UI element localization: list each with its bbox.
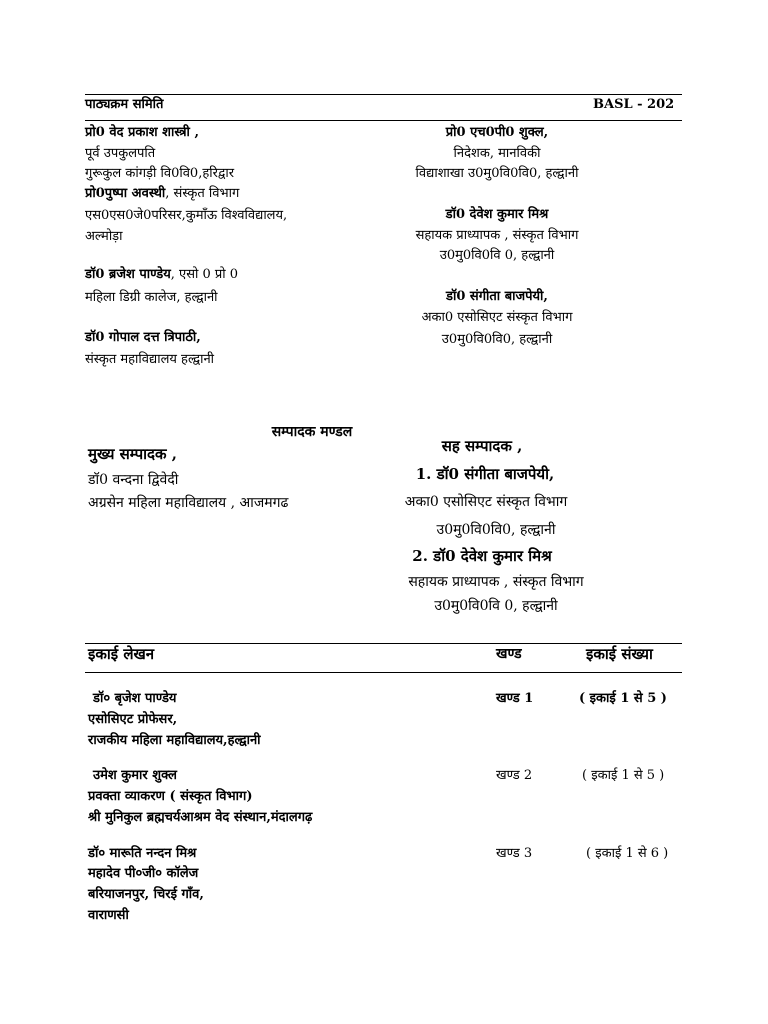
units-header-rule xyxy=(85,672,682,673)
row-author-city: वाराणसी xyxy=(88,908,129,923)
row-author-affiliation: राजकीय महिला महाविद्यालय,हल्द्वानी xyxy=(88,733,261,748)
member-affiliation: उ0मु0वि0वि0, हल्द्वानी xyxy=(441,332,553,347)
member-brajesh-pandey-line xyxy=(85,268,238,281)
member-sangeeta-bajpai: डॉ0 संगीता बाजपेयी, xyxy=(446,289,548,304)
member-role: सहायक प्राध्यापक , संस्कृत विभाग xyxy=(415,228,579,243)
row-khand: खण्ड 2 xyxy=(496,768,533,783)
chief-editor-affiliation: अग्रसेन महिला महाविद्यालय , आजमगढ xyxy=(88,495,289,511)
member-ved-prakash-shastri: प्रो0 वेद प्रकाश शास्त्री , xyxy=(85,125,199,140)
row-author-designation: एसोसिएट प्रोफेसर, xyxy=(88,712,178,727)
member-role: पूर्व उपकुलपति xyxy=(85,146,156,161)
member-affiliation: एस0एस0जे0परिसर,कुमाँऊ विश्वविद्यालय, xyxy=(85,208,288,223)
row-author-designation: प्रवक्ता व्याकरण ( संस्कृत विभाग) xyxy=(88,789,253,804)
co-editor-2-role: सहायक प्राध्यापक , संस्कृत विभाग xyxy=(408,574,584,590)
co-editor-1-name: 1. डॉ0 संगीता बाजपेयी, xyxy=(415,465,555,483)
chief-editor-name: डॉ0 वन्दना द्विवेदी xyxy=(88,472,179,488)
chief-editor-label: मुख्य सम्पादक , xyxy=(88,445,177,463)
co-editor-2-name: 2. डॉ0 देवेश कुमार मिश्र xyxy=(412,547,552,565)
member-department: , संस्कृत विभाग xyxy=(165,186,240,201)
row-khand: खण्ड 3 xyxy=(496,846,533,861)
row-unit-range: ( इकाई 1 से 5 ) xyxy=(582,768,665,783)
member-gopal-dutt-tripathi: डॉ0 गोपाल दत्त त्रिपाठी, xyxy=(85,330,201,345)
co-editor-label: सह सम्पादक , xyxy=(441,437,523,455)
member-brajesh-pandey: डॉ0 ब्रजेश पाण्डेय xyxy=(85,267,171,282)
member-affiliation: उ0मु0वि0वि 0, हल्द्वानी xyxy=(439,248,555,263)
member-affiliation: विद्याशाखा उ0मु0वि0वि0, हल्द्वानी xyxy=(415,166,579,181)
top-rule xyxy=(85,94,682,95)
committee-heading: पाठ्यक्रम समिति xyxy=(85,97,164,112)
member-affiliation: गुरूकुल कांगड़ी वि0वि0,हरिद्वार xyxy=(85,166,235,181)
member-devesh-kumar-mishra: डॉ0 देवेश कुमार मिश्र xyxy=(445,207,549,222)
member-pushpa-awasthi: प्रो0पुष्पा अवस्थी xyxy=(85,186,166,201)
header-rule xyxy=(85,120,682,121)
editorial-heading: सम्पादक मण्डल xyxy=(271,424,353,440)
course-code: BASL - 202 xyxy=(593,97,675,112)
row-author-affiliation: श्री मुनिकुल ब्रह्मचर्यआश्रम वेद संस्थान,मंदालगढ़ xyxy=(88,810,313,825)
member-affiliation: संस्कृत महाविद्यालय हल्द्वानी xyxy=(85,352,215,367)
row-author-name: डॉ० मारूति नन्दन मिश्र xyxy=(88,846,197,861)
row-author-name: डॉ० बृजेश पाण्डेय xyxy=(93,691,177,706)
units-header-writer: इकाई लेखन xyxy=(88,645,155,663)
member-city: अल्मोड़ा xyxy=(85,229,123,244)
row-author-name: उमेश कुमार शुक्ल xyxy=(93,768,177,783)
row-author-institution: महादेव पी०जी० कॉलेज xyxy=(88,866,199,881)
member-role: अका0 एसोसिएट संस्कृत विभाग xyxy=(421,310,573,325)
units-top-rule xyxy=(85,643,682,644)
co-editor-2-affiliation: उ0मु0वि0वि 0, हल्द्वानी xyxy=(434,598,558,614)
member-designation: , एसो 0 प्रो 0 xyxy=(170,267,239,282)
row-unit-range: ( इकाई 1 से 6 ) xyxy=(586,846,669,861)
units-header-khand: खण्ड xyxy=(496,646,522,662)
member-pushpa-awasthi-line xyxy=(85,187,239,200)
co-editor-1-affiliation: उ0मु0वि0वि0, हल्द्वानी xyxy=(436,522,556,538)
row-author-address: बरियाजनपुर, चिरई गाँव, xyxy=(88,887,204,902)
member-affiliation: महिला डिग्री कालेज, हल्द्वानी xyxy=(85,290,218,305)
co-editor-1-role: अका0 एसोसिएट संस्कृत विभाग xyxy=(404,494,568,510)
units-header-unit-count: इकाई संख्या xyxy=(586,645,653,663)
member-role: निदेशक, मानविकी xyxy=(453,146,541,161)
row-khand: खण्ड 1 xyxy=(496,691,534,706)
member-hp-shukla: प्रो0 एच0पी0 शुक्ल, xyxy=(445,125,549,140)
row-unit-range: ( इकाई 1 से 5 ) xyxy=(579,691,667,706)
